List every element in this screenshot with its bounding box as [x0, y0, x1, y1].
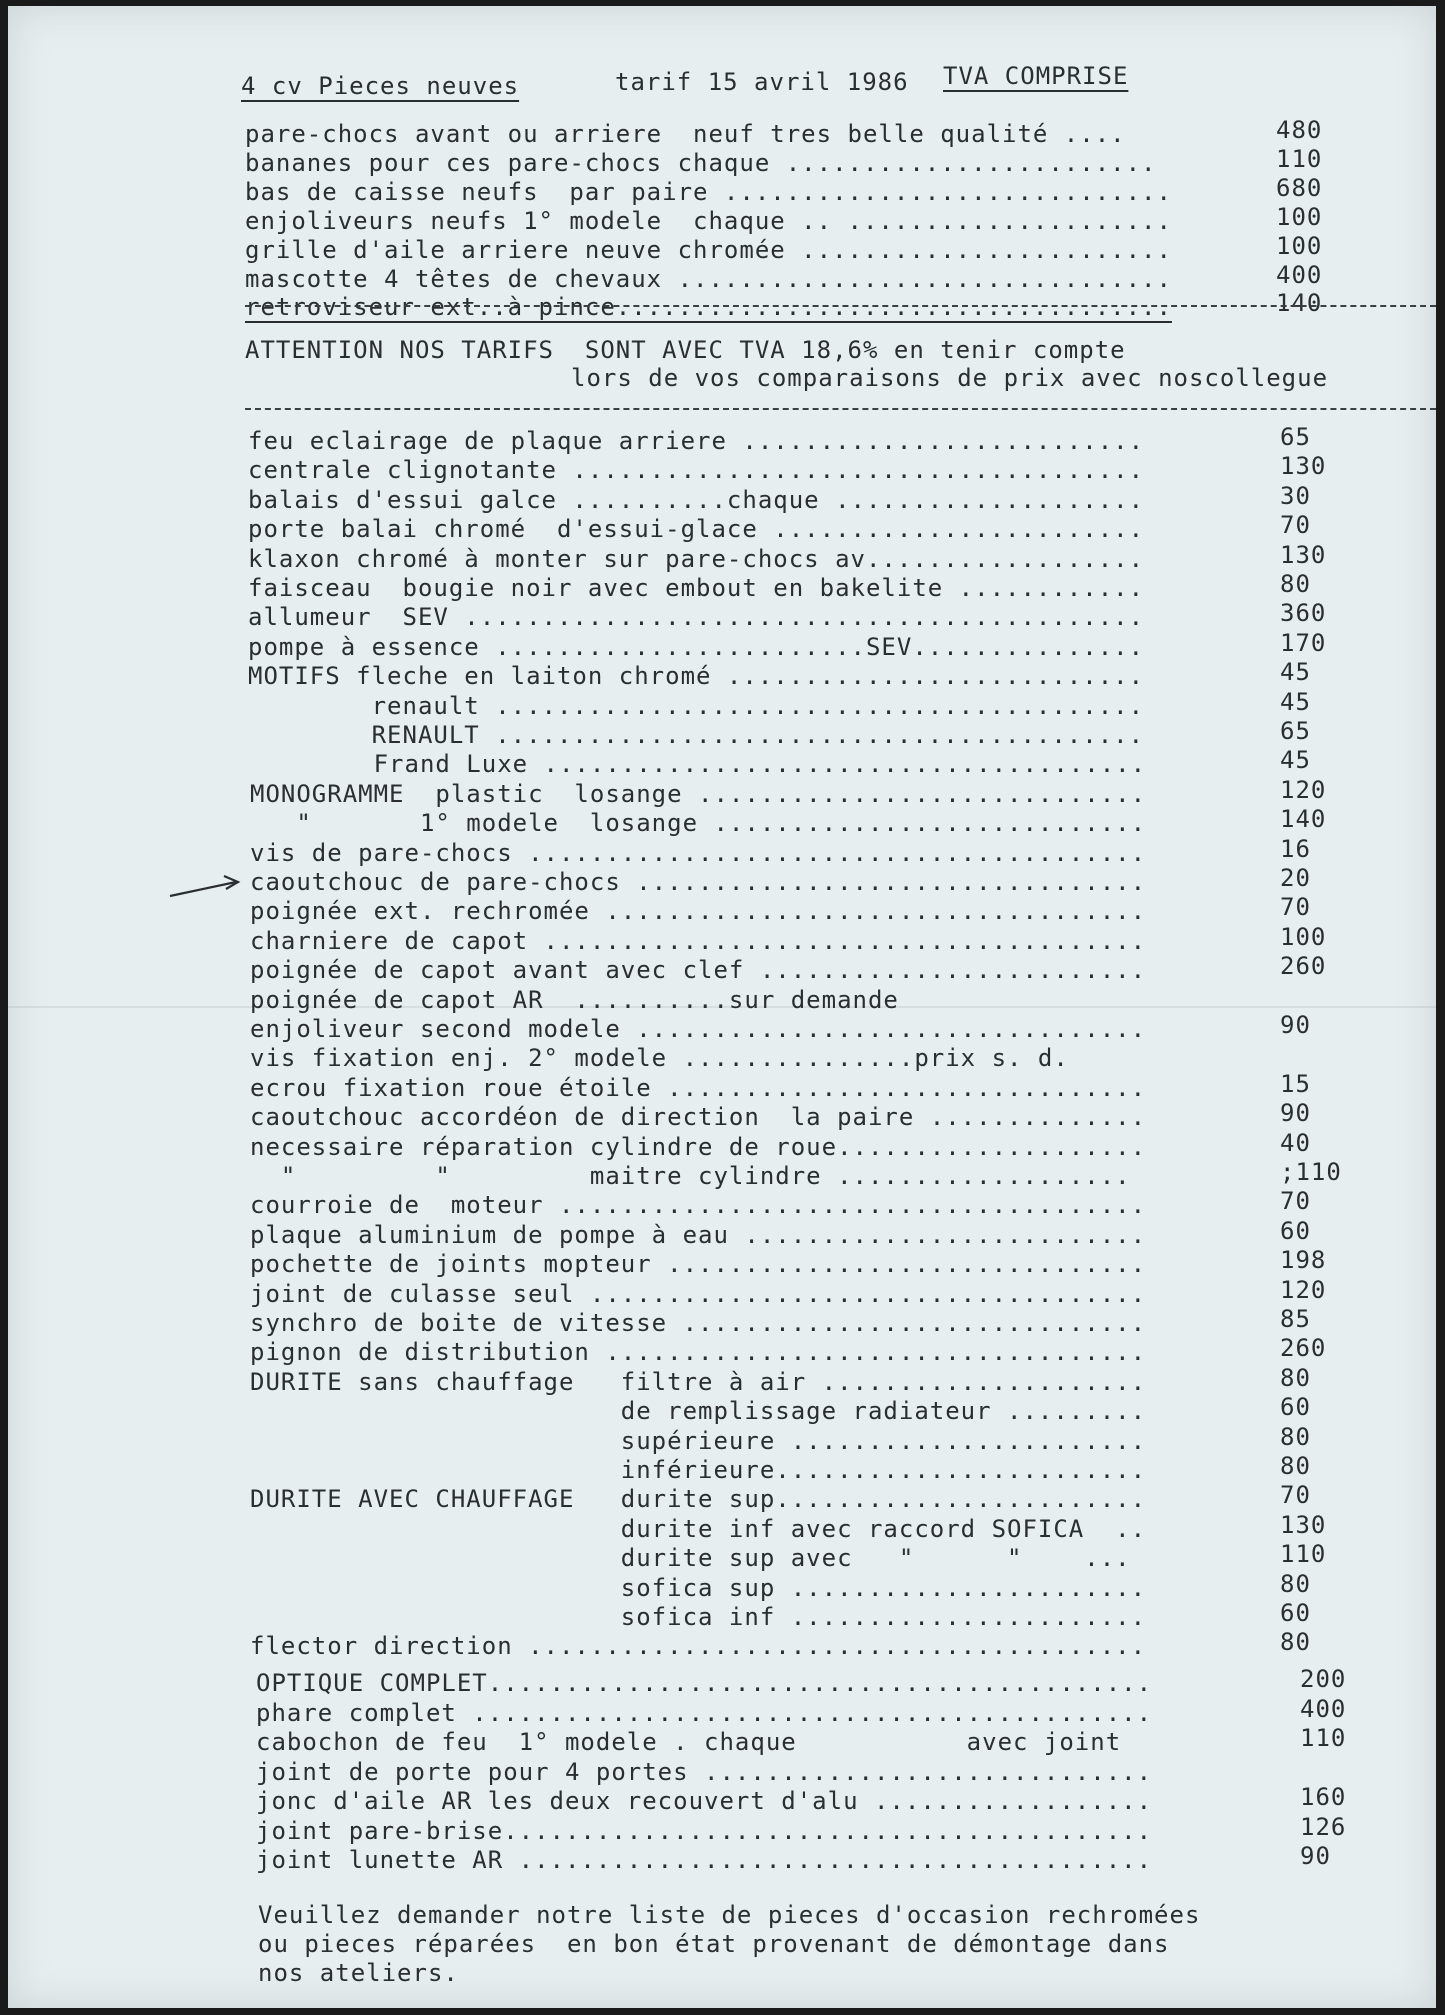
part-row-label: MONOGRAMME plastic losange ............................. [250, 779, 1147, 808]
part-row-price: 80 [1280, 1569, 1311, 1598]
part-row-label: MOTIFS fleche en laiton chromé ........................... [248, 662, 1145, 691]
part-row-price: 65 [1280, 423, 1311, 451]
part-row-price: 260 [1280, 1334, 1327, 1363]
divider-bottom [245, 408, 1436, 410]
part-row-label: renault .......................................... [248, 691, 1145, 720]
part-row-label: allumeur SEV ............................................ [248, 603, 1145, 632]
new-part-row-price: 400 [1276, 260, 1323, 289]
part-row-price: 80 [1280, 570, 1311, 598]
optique-row-label: joint de porte pour 4 portes ............................. [256, 1757, 1153, 1786]
part-row-price: 80 [1280, 1628, 1311, 1657]
part-row-price: 16 [1280, 834, 1311, 863]
part-row-price: 60 [1280, 1393, 1311, 1422]
optique-row-label: joint lunette AR ......................................... [256, 1846, 1153, 1874]
part-row-label: porte balai chromé d'essui-glace ........................ [248, 515, 1145, 544]
optique-row-label: OPTIQUE COMPLET........................................... [256, 1669, 1153, 1697]
part-row-label: vis fixation enj. 2° modele ...............prix s. d. [250, 1044, 1069, 1073]
new-part-row-label: bananes pour ces pare-chocs chaque ........................ [245, 148, 1157, 177]
document-sheet [8, 6, 1436, 2008]
part-row-label: centrale clignotante ..................................... [248, 456, 1145, 485]
part-row-label: pochette de joints mopteur ............................... [250, 1250, 1147, 1279]
part-row-price: 70 [1280, 1187, 1311, 1216]
part-row-price: 130 [1280, 452, 1327, 481]
part-row-price: 90 [1280, 1011, 1311, 1039]
arrow-pointer-icon [168, 874, 246, 902]
new-part-row-label: bas de caisse neufs par paire ............................. [245, 177, 1172, 206]
part-row-label: ecrou fixation roue étoile ............................... [250, 1073, 1147, 1102]
part-row-label: " " maitre cylindre ................... [250, 1162, 1131, 1190]
part-row-price: 100 [1280, 922, 1327, 951]
optique-row-label: jonc d'aile AR les deux recouvert d'alu .................. [256, 1787, 1153, 1815]
part-row-label: necessaire réparation cylindre de roue.................... [250, 1132, 1147, 1161]
part-row-price: 80 [1280, 1363, 1311, 1392]
part-row-price: 70 [1280, 511, 1311, 540]
part-row-price: 40 [1280, 1128, 1311, 1157]
optique-row-label: joint pare-brise.......................................... [256, 1816, 1153, 1845]
new-part-row-price: 110 [1276, 144, 1323, 173]
part-row-label: sofica sup ....................... [250, 1573, 1147, 1602]
part-row-label: RENAULT .......................................... [248, 721, 1145, 749]
part-row-price: 80 [1280, 1452, 1311, 1480]
part-row-label: courroie de moteur ...................................... [250, 1191, 1147, 1220]
part-row-price: 260 [1280, 952, 1327, 981]
optique-row-label: phare complet ............................................ [256, 1698, 1153, 1727]
new-part-row-price: 140 [1276, 289, 1323, 318]
part-row-price: 130 [1280, 540, 1327, 569]
part-row-price: 110 [1280, 1540, 1327, 1569]
part-row-label: Frand Luxe ....................................... [250, 750, 1147, 779]
header-right: TVA COMPRISE [943, 62, 1129, 90]
header-left: 4 cv Pieces neuves [241, 72, 520, 100]
part-row-label: klaxon chromé à monter sur pare-chocs av.................. [248, 544, 1145, 573]
part-row-label: supérieure ....................... [250, 1426, 1147, 1455]
part-row-price: 30 [1280, 481, 1311, 510]
part-row-price: 85 [1280, 1305, 1311, 1333]
part-row-label: caoutchouc de pare-chocs ................................. [250, 868, 1147, 896]
attention-line-1: ATTENTION NOS TARIFS SONT AVEC TVA 18,6% en tenir compte [245, 336, 1126, 364]
part-row-price: 15 [1280, 1069, 1311, 1098]
part-row-price: 20 [1280, 864, 1311, 892]
optique-row-price: 200 [1300, 1665, 1347, 1693]
part-row-price: 65 [1280, 717, 1311, 745]
part-row-label: flector direction ........................................ [250, 1632, 1147, 1661]
part-row-price: 140 [1280, 805, 1327, 834]
part-row-price: 170 [1280, 628, 1327, 657]
part-row-label: DURITE sans chauffage filtre à air ..................... [250, 1367, 1147, 1396]
optique-row-label: cabochon de feu 1° modele . chaque avec joint [256, 1728, 1122, 1756]
new-part-row-price: 100 [1276, 202, 1323, 231]
header-middle: tarif 15 avril 1986 [615, 68, 909, 96]
part-row-price: 120 [1280, 1275, 1327, 1304]
new-part-row-price: 480 [1276, 116, 1323, 144]
divider-top [245, 305, 1436, 307]
part-row-price: 70 [1280, 1481, 1311, 1510]
part-row-price: 45 [1280, 746, 1311, 775]
part-row-price: 198 [1280, 1246, 1327, 1275]
part-row-label: balais d'essui galce ..........chaque .................... [248, 485, 1145, 514]
part-row-label: sofica inf ....................... [250, 1603, 1147, 1631]
footer-line: Veuillez demander notre liste de pieces d'occasion rechromées [258, 1901, 1201, 1929]
part-row-label: vis de pare-chocs ........................................ [250, 838, 1147, 867]
optique-row-price: 126 [1300, 1812, 1347, 1841]
part-row-label: poignée ext. rechromée ................................... [250, 897, 1147, 926]
part-row-label: joint de culasse seul .................................... [250, 1279, 1147, 1308]
part-row-label: enjoliveur second modele ................................. [250, 1015, 1147, 1043]
new-part-row-label: retroviseur ext..à pince.................................... [245, 293, 1172, 322]
part-row-label: poignée de capot avant avec clef ......................... [250, 956, 1147, 985]
footer-line: nos ateliers. [258, 1959, 459, 1987]
part-row-label: caoutchouc accordéon de direction la paire .............. [250, 1103, 1147, 1132]
part-row-label: durite sup avec " " ... [250, 1544, 1131, 1573]
part-row-label: faisceau bougie noir avec embout en bakelite ............ [248, 574, 1145, 602]
new-part-row-price: 100 [1276, 231, 1323, 260]
optique-row-price: 400 [1300, 1694, 1347, 1723]
optique-row-price: 160 [1300, 1783, 1347, 1811]
part-row-price: 45 [1280, 687, 1311, 716]
optique-row-price: 90 [1300, 1842, 1331, 1870]
optique-row-price: 110 [1300, 1724, 1347, 1752]
part-row-price: ;110 [1280, 1158, 1342, 1186]
part-row-label: feu eclairage de plaque arriere .......................... [248, 427, 1145, 455]
part-row-label: durite inf avec raccord SOFICA .. [250, 1514, 1147, 1543]
new-part-row-label: grille d'aile arriere neuve chromée ........................ [245, 235, 1172, 264]
part-row-price: 80 [1280, 1422, 1311, 1451]
part-row-label: pompe à essence ........................SEV............... [248, 632, 1145, 661]
part-row-label: plaque aluminium de pompe à eau .......................... [250, 1220, 1147, 1249]
part-row-label: poignée de capot AR ..........sur demande [250, 985, 899, 1014]
part-row-price: 45 [1280, 658, 1311, 687]
part-row-price: 90 [1280, 1099, 1311, 1128]
part-row-label: de remplissage radiateur ......... [250, 1397, 1147, 1426]
part-row-price: 60 [1280, 1599, 1311, 1627]
part-row-label: charniere de capot ....................................... [250, 926, 1147, 955]
part-row-label: pignon de distribution ................................... [250, 1338, 1147, 1367]
new-part-row-label: mascotte 4 têtes de chevaux ................................ [245, 264, 1172, 293]
new-part-row-price: 680 [1276, 173, 1323, 202]
part-row-price: 70 [1280, 893, 1311, 922]
part-row-price: 60 [1280, 1216, 1311, 1245]
part-row-price: 130 [1280, 1510, 1327, 1539]
part-row-price: 360 [1280, 599, 1327, 628]
part-row-label: synchro de boite de vitesse .............................. [250, 1309, 1147, 1337]
footer-line: ou pieces réparées en bon état provenant de démontage dans [258, 1930, 1170, 1958]
part-row-label: inférieure........................ [250, 1456, 1147, 1484]
part-row-label: DURITE AVEC CHAUFFAGE durite sup........................ [250, 1485, 1147, 1514]
attention-line-2: lors de vos comparaisons de prix avec noscollegue [571, 364, 1329, 392]
part-row-price: 120 [1280, 775, 1327, 804]
new-part-row-label: pare-chocs avant ou arriere neuf tres belle qualité .... [245, 120, 1126, 148]
new-part-row-label: enjoliveurs neufs 1° modele chaque .. ..................... [245, 206, 1172, 235]
part-row-label: " 1° modele losange ............................ [250, 809, 1147, 838]
